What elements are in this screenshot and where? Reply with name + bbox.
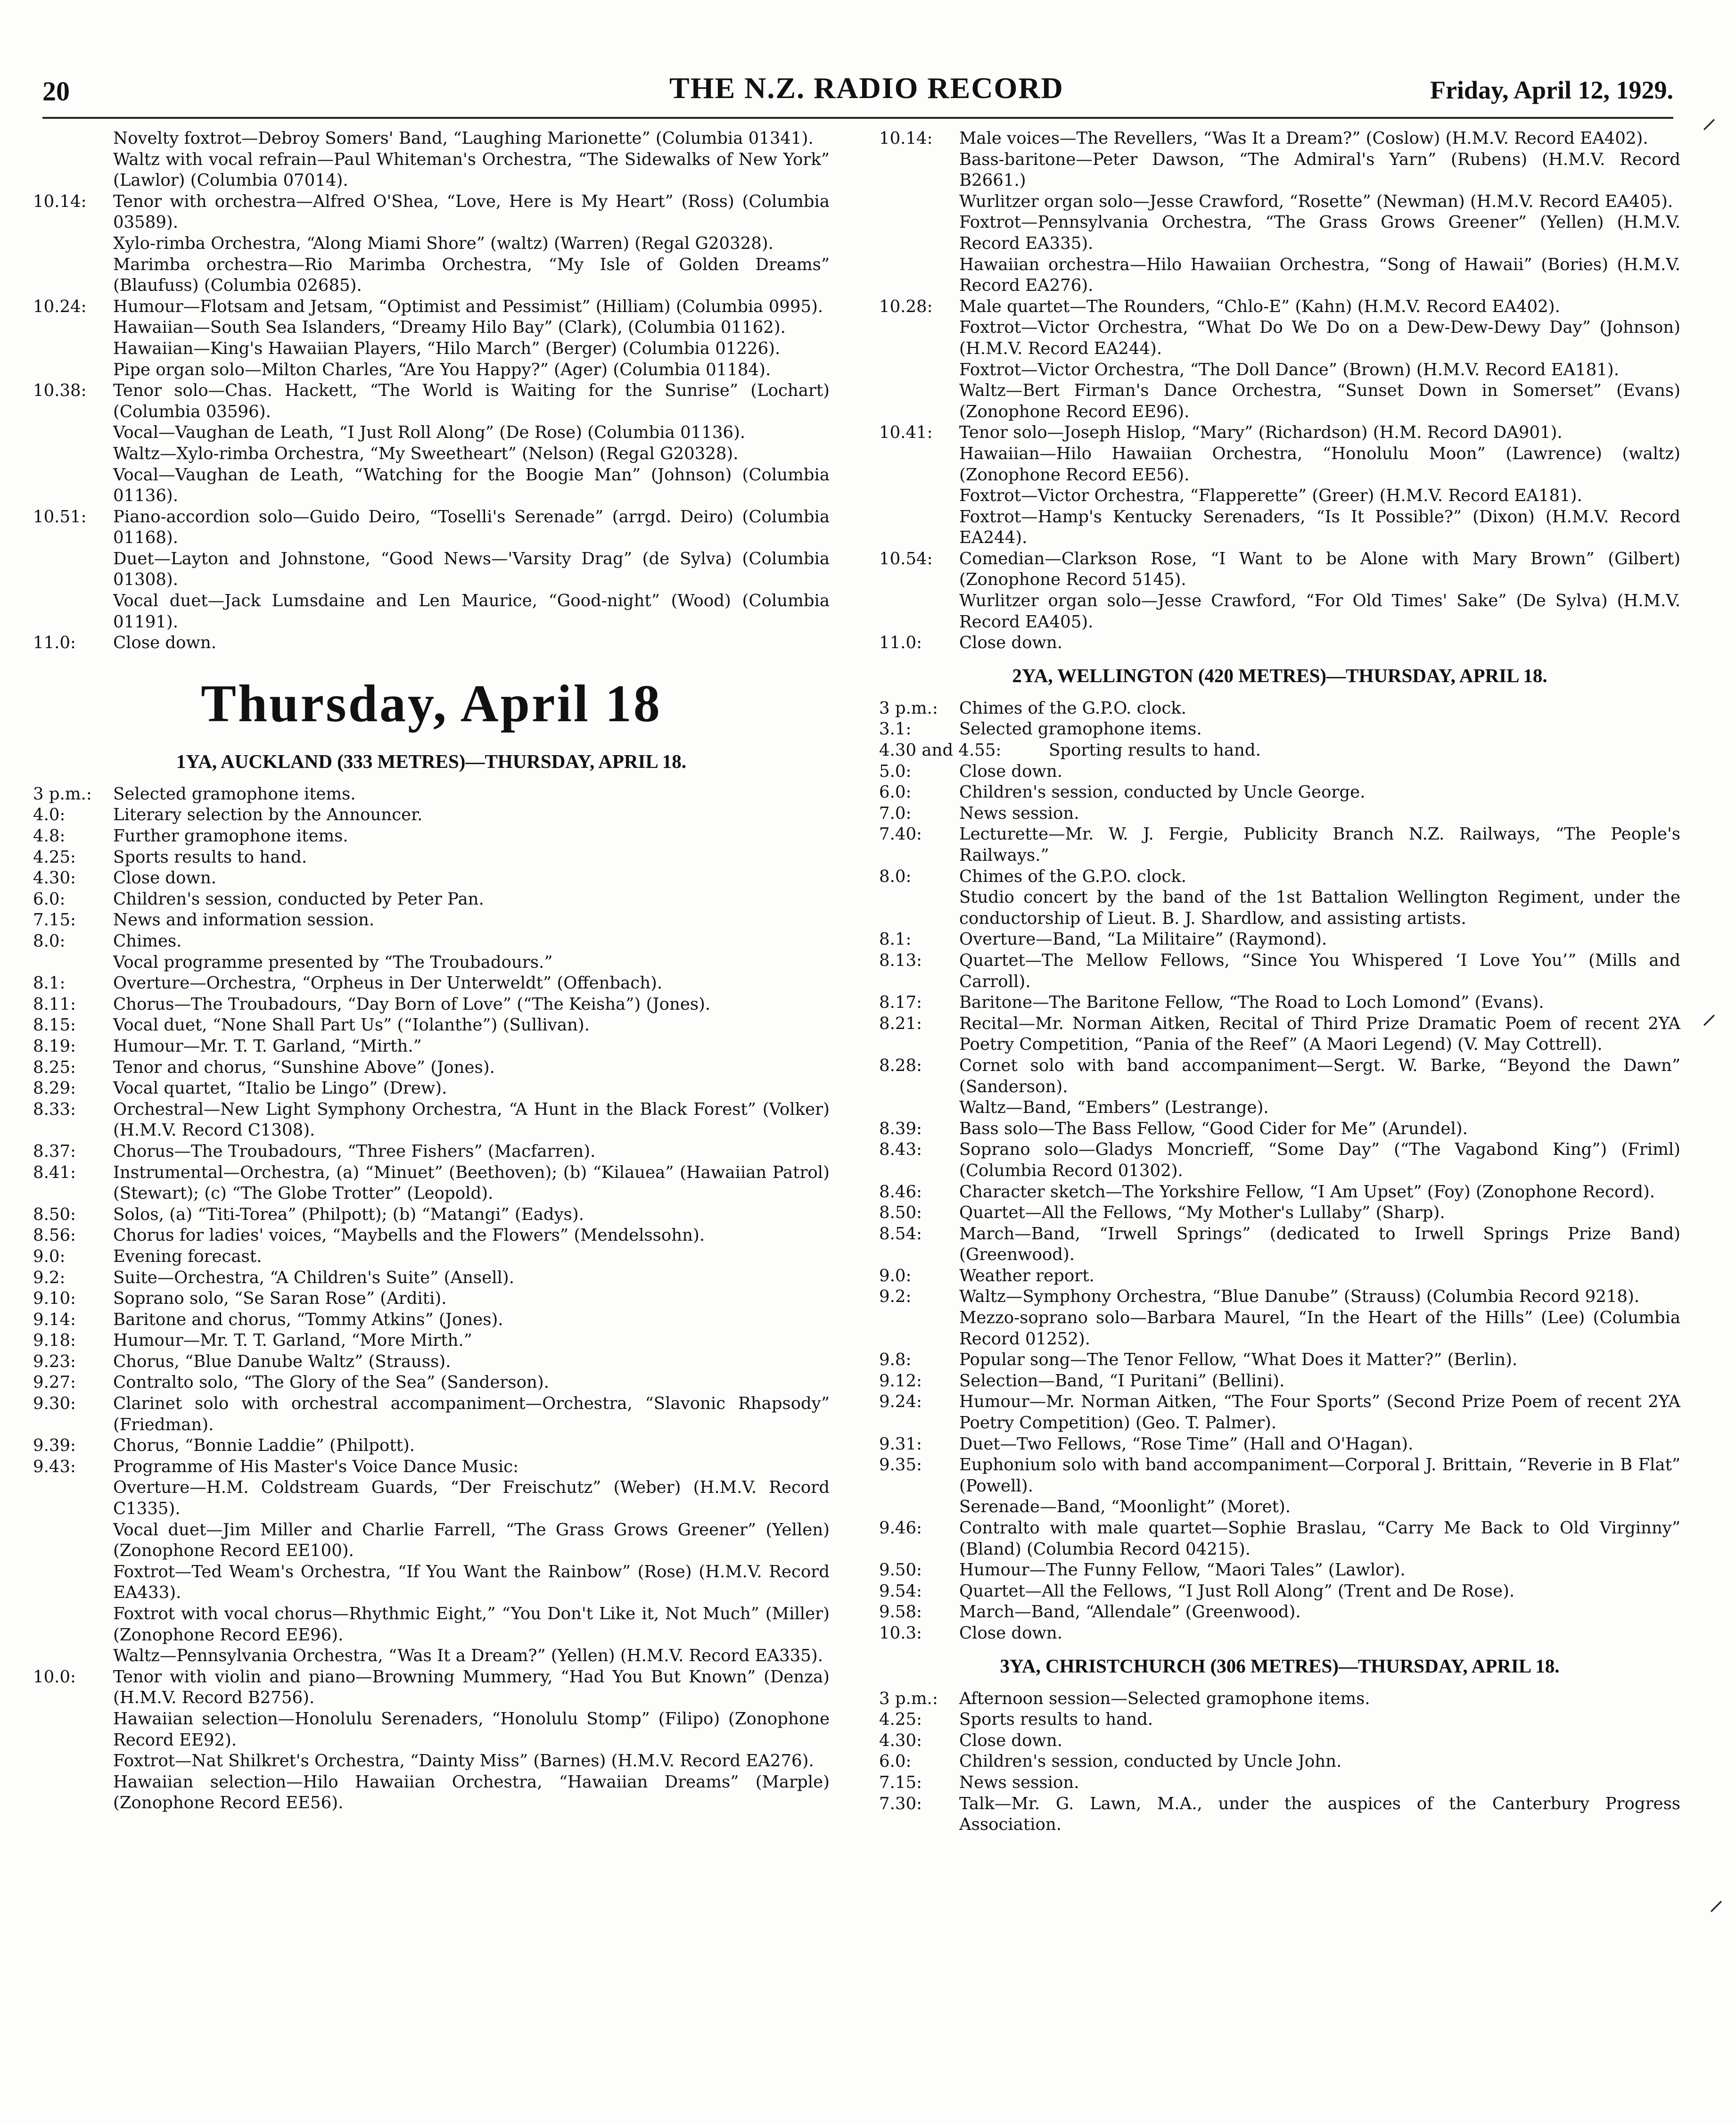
entry-time: 4.8: [33,826,66,846]
entry-text: Male quartet—The Rounders, “Chlo-E” (Kahn) (H.M.V. Record EA402). [959,297,1560,316]
schedule-entry: Hawaiian selection—Honolulu Serenaders, “Honolulu Stomp” (Filipo) (Zonophone Record EE92). [113,1709,830,1750]
entry-text: Chorus, “Bonnie Laddie” (Philpott). [113,1436,415,1456]
entry-time: 9.0: [879,1266,912,1285]
entry-time: 8.56: [33,1226,76,1245]
schedule-entry: Vocal programme presented by “The Troubadours.” [113,952,553,972]
entry-time: 9.2: [33,1268,66,1287]
entry-text: Cornet solo with band accompaniment—Sergt. W. Barke, “Beyond the Dawn” (Sanderson). [959,1055,1680,1096]
entry-text: Chimes. [113,931,182,951]
schedule-entry: Serenade—Band, “Moonlight” (Moret). [959,1497,1291,1517]
entry-time: 9.35: [879,1455,922,1475]
schedule-entry: Overture—H.M. Coldstream Guards, “Der Freischutz” (Weber) (H.M.V. Record C1335). [113,1478,830,1519]
entry-text: Close down. [959,761,1063,781]
schedule-entry [33,191,830,233]
schedule-entry [879,803,1680,824]
entry-time: 8.28: [879,1055,922,1075]
entry-time: 3 p.m.: [879,1688,938,1708]
entry-text: Character sketch—The Yorkshire Fellow, “I Am Upset” (Foy) (Zonophone Record). [959,1182,1655,1202]
entry-text: Close down. [959,633,1063,653]
entry-time: 9.10: [33,1289,76,1309]
entry-text: Talk—Mr. G. Lawn, M.A., under the auspices of the Canterbury Progress Association. [959,1794,1680,1835]
entry-time: 8.13: [879,950,922,970]
station-heading-3ya: 3YA, CHRISTCHURCH (306 METRES)—THURSDAY, APRIL 18. [1000,1655,1560,1677]
entry-time: 11.0: [879,633,922,653]
schedule-entry: Foxtrot—Pennsylvania Orchestra, “The Grass Grows Greener” (Yellen) (H.M.V. Record EA335). [959,213,1680,253]
entry-time: 9.31: [879,1434,922,1454]
entry-time: 8.11: [33,994,76,1014]
page-header [42,71,1673,113]
schedule-entry [879,1371,1680,1392]
schedule-entry: Wurlitzer organ solo—Jesse Crawford, “Rosette” (Newman) (H.M.V. Record EA405). [959,191,1673,211]
entry-time: 6.0: [879,1752,912,1771]
entry-time: 8.15: [33,1015,76,1035]
entry-text: Vocal duet, “None Shall Part Us” (“Iolanthe”) (Sullivan). [113,1015,590,1035]
schedule-entry [879,782,1680,803]
schedule-entry [33,1204,830,1226]
entry-time: 4.25: [879,1710,922,1730]
schedule-entry [879,1730,1680,1752]
schedule-entry [879,761,1680,782]
entry-time: 10.14: [33,191,87,211]
schedule-entry: Foxtrot—Victor Orchestra, “Flapperette” (Greer) (H.M.V. Record EA181). [959,486,1582,506]
entry-text: Bass solo—The Bass Fellow, “Good Cider for Me” (Arundel). [959,1119,1468,1138]
entry-time: 9.30: [33,1394,76,1414]
entry-text: Soprano solo, “Se Saran Rose” (Arditi). [113,1289,447,1309]
entry-time: 9.43: [33,1457,76,1476]
schedule-entry: Foxtrot—Ted Weam's Orchestra, “If You Want the Rainbow” (Rose) (H.M.V. Record EA433). [113,1562,830,1603]
entry-text: Lecturette—Mr. W. J. Fergie, Publicity Branch N.Z. Railways, “The People's Railways.” [959,824,1680,865]
schedule-entry [33,868,830,889]
entry-text: Contralto solo, “The Glory of the Sea” (Sanderson). [113,1373,549,1392]
schedule-entry [33,973,830,994]
schedule-entry [33,805,830,826]
schedule-entry [33,1393,830,1435]
entry-time: 7.0: [879,803,912,823]
schedule-entry: Waltz—Bert Firman's Dance Orchestra, “Sunset Down in Somerset” (Evans) (Zonophone Record EE96). [959,381,1680,421]
schedule-entry: Marimba orchestra—Rio Marimba Orchestra, “My Isle of Golden Dreams” (Blaufuss) (Columbia 02685). [113,255,830,296]
entry-time: 8.46: [879,1182,922,1202]
schedule-entry [33,994,830,1015]
schedule-entry [879,1434,1680,1455]
entry-text: Clarinet solo with orchestral accompaniment—Orchestra, “Slavonic Rhapsody” (Friedman). [113,1394,830,1434]
entry-text: Quartet—All the Fellows, “My Mother's Lullaby” (Sharp). [959,1203,1445,1223]
schedule-entry [33,1268,830,1289]
entry-text: Tenor with violin and piano—Browning Mummery, “Had You But Known” (Denza) (H.M.V. Record B2756). [113,1667,830,1708]
entry-text: Baritone—The Baritone Fellow, “The Road to Loch Lomond” (Evans). [959,993,1544,1013]
schedule-entry [879,1560,1680,1581]
entry-time: 8.25: [33,1057,76,1077]
entry-time: 8.17: [879,993,922,1013]
schedule-entry [879,1013,1680,1055]
entry-time: 8.43: [879,1140,922,1160]
entry-text: Evening forecast. [113,1246,262,1266]
schedule-entry [33,633,830,654]
schedule-entry: Xylo-rimba Orchestra, “Along Miami Shore” (waltz) (Warren) (Regal G20328). [113,233,773,253]
entry-text: Tenor and chorus, “Sunshine Above” (Jones). [113,1057,495,1077]
entry-time: 8.39: [879,1119,922,1138]
entry-text: Euphonium solo with band accompaniment—Corporal J. Brittain, “Reverie in B Flat” (Powell). [959,1455,1680,1496]
entry-time: 8.41: [33,1162,76,1182]
schedule-entry [33,1310,830,1331]
schedule-entry [879,740,1680,761]
schedule-entry: Foxtrot—Nat Shilkret's Orchestra, “Dainty Miss” (Barnes) (H.M.V. Record EA276). [113,1751,814,1771]
schedule-entry [33,1057,830,1079]
entry-time: 8.29: [33,1079,76,1098]
entry-time: 3 p.m.: [33,784,92,804]
entry-text: Solos, (a) “Titi-Torea” (Philpott); (b) “Matangi” (Eadys). [113,1204,584,1224]
schedule-entry: Vocal duet—Jim Miller and Charlie Farrell, “The Grass Grows Greener” (Yellen) (Zonophone Record EE100). [113,1520,830,1561]
entry-text: Tenor solo—Chas. Hackett, “The World is Waiting for the Sunrise” (Lochart) (Columbia 03596). [113,381,830,421]
schedule-entry [879,1203,1680,1224]
schedule-entry [33,507,830,549]
entry-text: Baritone and chorus, “Tommy Atkins” (Jones). [113,1310,503,1329]
schedule-entry: Foxtrot—Victor Orchestra, “What Do We Do on a Dew-Dew-Dewy Day” (Johnson) (H.M.V. Record EA244). [959,318,1680,358]
entry-text: Duet—Two Fellows, “Rose Time” (Hall and O'Hagan). [959,1434,1414,1454]
schedule-entry [33,889,830,910]
entry-text: Recital—Mr. Norman Aitken, Recital of Third Prize Dramatic Poem of recent 2YA Poetry Competition, “Pania of the Reef” (A Maori Legend) (V. May Cottrell). [959,1013,1680,1054]
entry-text: Comedian—Clarkson Rose, “I Want to be Alone with Mary Brown” (Gilbert) (Zonophone Record 5145). [959,549,1680,590]
issue-date: Friday, April 12, 1929. [1430,76,1673,104]
schedule-entry [879,1581,1680,1602]
schedule-entry: Waltz—Xylo-rimba Orchestra, “My Sweetheart” (Nelson) (Regal G20328). [113,444,739,463]
entry-time: 11.0: [33,633,76,653]
page-number: 20 [42,76,70,107]
schedule-entry: Hawaiian selection—Hilo Hawaiian Orchestra, “Hawaiian Dreams” (Marple) (Zonophone Record EE56). [113,1772,830,1813]
entry-text: Children's session, conducted by Uncle George. [959,782,1366,802]
schedule-entry [879,992,1680,1013]
entry-text: Quartet—All the Fellows, “I Just Roll Along” (Trent and De Rose). [959,1581,1515,1601]
entry-time: 10.51: [33,507,87,527]
schedule-entry [33,1099,830,1141]
entry-time: 10.54: [879,549,933,568]
schedule-entry [879,866,1680,888]
schedule-entry [33,910,830,931]
masthead: THE N.Z. RADIO RECORD [669,71,1064,105]
entry-time: 8.50: [879,1203,922,1223]
entry-text: Close down. [113,868,217,888]
entry-time: 10.41: [879,423,933,443]
schedule-entry [33,1078,830,1099]
schedule-entry [33,1667,830,1709]
entry-text: Programme of His Master's Voice Dance Music: [113,1457,519,1476]
station-heading-2ya: 2YA, WELLINGTON (420 METRES)—THURSDAY, APRIL 18. [1012,664,1547,686]
entry-text: March—Band, “Allendale” (Greenwood). [959,1602,1301,1622]
entry-time: 9.39: [33,1436,76,1456]
entry-text: Tenor with orchestra—Alfred O'Shea, “Love, Here is My Heart” (Ross) (Columbia 03589). [113,191,830,232]
entry-text: Male voices—The Revellers, “Was It a Dream?” (Coslow) (H.M.V. Record EA402). [959,129,1648,148]
schedule-entry [33,1015,830,1036]
schedule-entry [879,1350,1680,1371]
schedule-entry [879,950,1680,992]
schedule-entry [33,1246,830,1268]
schedule-entry: Waltz with vocal refrain—Paul Whiteman's Orchestra, “The Sidewalks of New York” (Lawlor) (Columbia 07014). [113,149,830,190]
schedule-entry [33,1036,830,1057]
entry-text: News session. [959,803,1079,823]
schedule-entry [33,784,830,805]
entry-time: 9.2: [879,1287,912,1307]
entry-time: 9.12: [879,1371,922,1391]
schedule-entry [879,1055,1680,1097]
schedule-entry [33,931,830,952]
schedule-entry [879,297,1680,318]
schedule-entry [879,698,1680,719]
entry-time: 7.15: [33,910,76,930]
schedule-entry [33,826,830,847]
entry-text: Children's session, conducted by Peter Pan. [113,889,484,909]
schedule-entry: Foxtrot with vocal chorus—Rhythmic Eight,” “You Don't Like it, Not Much” (Miller) (Zonophone Record EE96). [113,1604,830,1645]
entry-time: 10.14: [879,129,933,148]
entry-time: 8.1: [879,930,912,949]
entry-text: Overture—Orchestra, “Orpheus in Der Unterweldt” (Offenbach). [113,973,663,993]
entry-text: Chorus for ladies' voices, “Maybells and the Flowers” (Mendelssohn). [113,1226,705,1245]
entry-time: 3.1: [879,719,912,739]
schedule-entry [879,719,1680,740]
schedule-entry: Vocal—Vaughan de Leath, “Watching for the Boogie Man” (Johnson) (Columbia 01136). [113,465,830,506]
entry-text: Suite—Orchestra, “A Children's Suite” (Ansell). [113,1268,515,1287]
schedule-entry [33,1351,830,1373]
schedule-entry [879,929,1680,950]
schedule-entry: Pipe organ solo—Milton Charles, “Are You Happy?” (Ager) (Columbia 01184). [113,360,771,379]
right-column [879,128,1680,1836]
schedule-entry [33,1141,830,1162]
schedule-entry: Studio concert by the band of the 1st Battalion Wellington Regiment, under the conductorship of Lieut. B. J. Shardlow, and assisting artists. [959,888,1680,928]
entry-text: Weather report. [959,1266,1094,1285]
schedule-entry [33,1288,830,1310]
entry-text: News session. [959,1772,1079,1792]
entry-text: News and information session. [113,910,375,930]
entry-text: Chorus—The Troubadours, “Three Fishers” (Macfarren). [113,1141,596,1161]
schedule-entry: Foxtrot—Victor Orchestra, “The Doll Dance” (Brown) (H.M.V. Record EA181). [959,360,1620,379]
entry-time: 3 p.m.: [879,698,938,718]
schedule-entry [33,1225,830,1246]
schedule-entry [879,1623,1680,1644]
schedule-entry [879,1119,1680,1140]
entry-time: 8.21: [879,1013,922,1033]
entry-time: 8.50: [33,1204,76,1224]
entry-time: 7.15: [879,1772,922,1792]
entry-text: Close down. [113,633,217,653]
entry-time: 9.8: [879,1350,912,1370]
entry-time: 9.14: [33,1310,76,1329]
entry-text: Chimes of the G.P.O. clock. [959,866,1187,886]
schedule-entry [33,297,830,318]
entry-time: 7.40: [879,824,922,844]
schedule-entry [879,549,1680,591]
entry-time: 8.37: [33,1141,76,1161]
entry-time: 4.30: [33,868,76,888]
entry-time: 10.38: [33,381,87,401]
entry-time: 8.0: [879,866,912,886]
entry-text: Tenor solo—Joseph Hislop, “Mary” (Richardson) (H.M. Record DA901). [959,423,1563,443]
entry-text: Orchestral—New Light Symphony Orchestra, “A Hunt in the Black Forest” (Volker) (H.M.V. Record C1308). [113,1099,830,1140]
entry-text: Piano-accordion solo—Guido Deiro, “Toselli's Serenade” (arrgd. Deiro) (Columbia 01168). [113,507,830,548]
schedule-entry [33,1162,830,1204]
entry-time: 4.25: [33,847,76,867]
entry-text: Sports results to hand. [113,847,307,867]
schedule-entry [879,1709,1680,1730]
entry-time: 6.0: [33,889,66,909]
schedule-entry [33,1330,830,1351]
entry-text: Humour—Mr. T. T. Garland, “Mirth.” [113,1036,422,1056]
schedule-entry: Vocal—Vaughan de Leath, “I Just Roll Along” (De Rose) (Columbia 01136). [113,423,746,443]
entry-text: Close down. [959,1730,1063,1750]
entry-text: Chorus—The Troubadours, “Day Born of Love” (“The Keisha”) (Jones). [113,994,711,1014]
entry-text: Close down. [959,1623,1063,1643]
entry-text: Overture—Band, “La Militaire” (Raymond). [959,930,1327,949]
entry-text: Popular song—The Tenor Fellow, “What Does it Matter?” (Berlin). [959,1350,1518,1370]
entry-time: 9.24: [879,1392,922,1412]
schedule-entry: Duet—Layton and Johnstone, “Good News—'Varsity Drag” (de Sylva) (Columbia 01308). [113,549,830,590]
entry-text: Chorus, “Blue Danube Waltz” (Strauss). [113,1351,451,1371]
entry-time: 9.54: [879,1581,922,1601]
entry-text: Sporting results to hand. [1049,741,1261,760]
entry-time: 10.0: [33,1667,76,1687]
entry-text: Selected gramophone items. [113,784,356,804]
schedule-entry: Novelty foxtrot—Debroy Somers' Band, “Laughing Marionette” (Columbia 01341). [113,129,814,148]
schedule-entry: Wurlitzer organ solo—Jesse Crawford, “For Old Times' Sake” (De Sylva) (H.M.V. Record EA405). [959,591,1680,632]
entry-text: Vocal quartet, “Italio be Lingo” (Drew). [113,1079,447,1098]
station-heading-1ya: 1YA, AUCKLAND (333 METRES)—THURSDAY, APRIL 18. [176,750,687,772]
entry-text: Humour—Flotsam and Jetsam, “Optimist and Pessimist” (Hilliam) (Columbia 0995). [113,297,823,316]
entry-time: 10.28: [879,297,933,316]
schedule-entry [879,1794,1680,1836]
section-title: Thursday, April 18 [201,674,662,733]
listing-3ya [879,1688,1680,1836]
entry-text: Instrumental—Orchestra, (a) “Minuet” (Beethoven); (b) “Kilauea” (Hawaiian Patrol) (Stewart); (c) “The Globe Trotter” (Leopold). [113,1162,830,1203]
entry-time: 8.54: [879,1224,922,1244]
left-continued-listing [33,128,830,654]
entry-time: 5.0: [879,761,912,781]
schedule-entry [879,1455,1680,1497]
entry-time: 4.30 and 4.55: [879,741,1002,760]
entry-time: 4.30: [879,1730,922,1750]
schedule-entry [33,380,830,422]
entry-text: Children's session, conducted by Uncle John. [959,1752,1342,1771]
entry-time: 9.58: [879,1602,922,1622]
schedule-entry [879,1139,1680,1181]
schedule-entry: Mezzo-soprano solo—Barbara Maurel, “In the Heart of the Hills” (Lee) (Columbia Record 01252). [959,1308,1680,1349]
schedule-entry [879,1286,1680,1308]
entry-time: 8.0: [33,931,66,951]
entry-text: Further gramophone items. [113,826,348,846]
schedule-entry: Hawaiian—South Sea Islanders, “Dreamy Hilo Bay” (Clark), (Columbia 01162). [113,318,786,338]
schedule-entry [879,1392,1680,1433]
schedule-entry [879,422,1680,444]
schedule-entry: Bass-baritone—Peter Dawson, “The Admiral's Yarn” (Rubens) (H.M.V. Record B2661.) [959,149,1680,190]
entry-time: 9.46: [879,1518,922,1538]
schedule-entry [879,1224,1680,1266]
entry-time: 9.18: [33,1331,76,1351]
margin-mark: ⸍ [1702,113,1717,148]
margin-mark: ⸍ [1702,1009,1717,1044]
entry-time: 8.33: [33,1099,76,1119]
schedule-entry [33,1435,830,1457]
schedule-entry [33,847,830,868]
schedule-entry: Waltz—Band, “Embers” (Lestrange). [959,1098,1269,1118]
schedule-entry [33,1372,830,1393]
header-rule [42,117,1673,119]
schedule-entry: Waltz—Pennsylvania Orchestra, “Was It a Dream?” (Yellen) (H.M.V. Record EA335). [113,1646,823,1666]
right-continued-listing [879,128,1680,654]
schedule-entry [879,1182,1680,1203]
margin-mark: ⸍ [1709,1895,1724,1930]
entry-time: 8.1: [33,973,66,993]
entry-text: Chimes of the G.P.O. clock. [959,698,1187,718]
entry-text: Humour—Mr. T. T. Garland, “More Mirth.” [113,1331,472,1351]
schedule-entry [879,824,1680,866]
schedule-entry [879,128,1680,149]
schedule-entry: Foxtrot—Hamp's Kentucky Serenaders, “Is It Possible?” (Dixon) (H.M.V. Record EA244). [959,507,1680,548]
entry-time: 10.3: [879,1623,922,1643]
entry-time: 9.50: [879,1560,922,1580]
entry-time: 10.24: [33,297,87,316]
schedule-entry [879,633,1680,654]
entry-time: 8.19: [33,1036,76,1056]
entry-time: 7.30: [879,1794,922,1813]
schedule-entry: Hawaiian—King's Hawaiian Players, “Hilo March” (Berger) (Columbia 01226). [113,338,781,358]
schedule-entry [879,1688,1680,1710]
schedule-entry: Hawaiian orchestra—Hilo Hawaiian Orchestra, “Song of Hawaii” (Bories) (H.M.V. Record EA276). [959,255,1680,296]
schedule-entry [879,1751,1680,1772]
entry-text: Humour—Mr. Norman Aitken, “The Four Sports” (Second Prize Poem of recent 2YA Poetry Competition) (Geo. T. Palmer). [959,1392,1680,1433]
schedule-entry [879,1602,1680,1623]
entry-text: Selected gramophone items. [959,719,1202,739]
entry-time: 6.0: [879,782,912,802]
entry-text: Literary selection by the Announcer. [113,805,423,825]
schedule-entry: Hawaiian—Hilo Hawaiian Orchestra, “Honolulu Moon” (Lawrence) (waltz) (Zonophone Record EE56). [959,444,1680,485]
entry-time: 9.0: [33,1246,66,1266]
schedule-entry [879,1772,1680,1794]
entry-text: Waltz—Symphony Orchestra, “Blue Danube” (Strauss) (Columbia Record 9218). [959,1287,1640,1307]
left-column [33,128,830,1814]
schedule-entry: Vocal duet—Jack Lumsdaine and Len Maurice, “Good-night” (Wood) (Columbia 01191). [113,591,830,632]
entry-text: Afternoon session—Selected gramophone items. [959,1688,1370,1708]
entry-text: March—Band, “Irwell Springs” (dedicated to Irwell Springs Prize Band) (Greenwood). [959,1224,1680,1265]
entry-text: Selection—Band, “I Puritani” (Bellini). [959,1371,1285,1391]
schedule-entry [879,1266,1680,1287]
entry-text: Soprano solo—Gladys Moncrieff, “Some Day” (“The Vagabond King”) (Friml) (Columbia Record 01302). [959,1140,1680,1180]
entry-time: 9.27: [33,1373,76,1392]
entry-time: 9.23: [33,1351,76,1371]
entry-text: Humour—The Funny Fellow, “Maori Tales” (Lawlor). [959,1560,1406,1580]
entry-text: Sports results to hand. [959,1710,1153,1730]
schedule-entry [879,1518,1680,1560]
schedule-entry [33,1457,830,1478]
entry-text: Quartet—The Mellow Fellows, “Since You Whispered ‘I Love You’” (Mills and Carroll). [959,950,1680,991]
entry-text: Contralto with male quartet—Sophie Braslau, “Carry Me Back to Old Virginny” (Bland) (Columbia Record 04215). [959,1518,1680,1559]
listing-1ya [33,784,830,1814]
entry-time: 4.0: [33,805,66,825]
listing-2ya [879,698,1680,1644]
